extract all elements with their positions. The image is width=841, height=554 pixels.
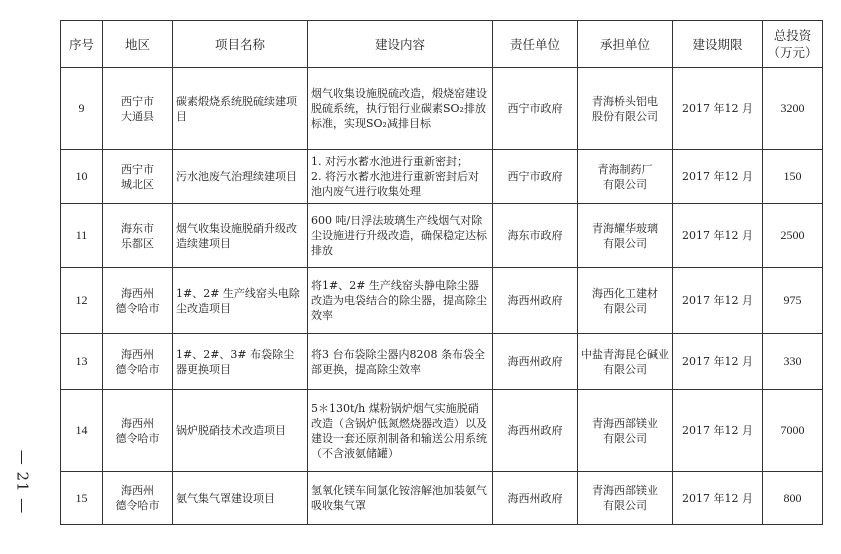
header-investment: 总投资 （万元）: [763, 21, 823, 68]
cell-undertaker: 中盐青海昆仑碱业 有限公司: [578, 334, 673, 390]
table-row: [61, 204, 823, 268]
table-row: [61, 150, 823, 204]
header-content: 建设内容: [308, 21, 493, 68]
header-responsible: 责任单位: [493, 21, 578, 68]
cell-no: 14: [61, 390, 103, 472]
cell-investment: 975: [763, 268, 823, 334]
cell-investment: 7000: [763, 390, 823, 472]
table-header-row: [61, 21, 823, 68]
cell-no: 9: [61, 68, 103, 150]
header-project: 项目名称: [173, 21, 308, 68]
cell-project: 1#、2# 生产线窑头电除尘改造项目: [173, 268, 308, 334]
header-period: 建设期限: [673, 21, 763, 68]
cell-content: 将3 台布袋除尘器内8208 条布袋全部更换，提高除尘效率: [308, 334, 493, 390]
cell-responsible: 海西州政府: [493, 334, 578, 390]
cell-undertaker: 青海西部镁业 有限公司: [578, 472, 673, 525]
cell-undertaker: 青海耀华玻璃 有限公司: [578, 204, 673, 268]
cell-no: 13: [61, 334, 103, 390]
header-no: 序号: [61, 21, 103, 68]
table-row: [61, 268, 823, 334]
cell-responsible: 海东市政府: [493, 204, 578, 268]
cell-project: 氨气集气罩建设项目: [173, 472, 308, 525]
cell-responsible: 西宁市政府: [493, 150, 578, 204]
cell-undertaker: 青海桥头铝电 股份有限公司: [578, 68, 673, 150]
cell-project: 1#、2#、3# 布袋除尘器更换项目: [173, 334, 308, 390]
cell-region: 海西州 德令哈市: [103, 334, 173, 390]
cell-investment: 3200: [763, 68, 823, 150]
table-row: [61, 334, 823, 390]
cell-period: 2017 年12 月: [673, 472, 763, 525]
cell-period: 2017 年12 月: [673, 334, 763, 390]
header-undertaker: 承担单位: [578, 21, 673, 68]
cell-investment: 800: [763, 472, 823, 525]
cell-no: 12: [61, 268, 103, 334]
cell-responsible: 海西州政府: [493, 390, 578, 472]
cell-region: 海西州 德令哈市: [103, 390, 173, 472]
cell-content: 烟气收集设施脱硫改造，煅烧窑建设脱硫系统，执行铝行业碳素SO₂排放标准，实现SO₂减排目标: [308, 68, 493, 150]
cell-investment: 2500: [763, 204, 823, 268]
cell-undertaker: 青海制药厂 有限公司: [578, 150, 673, 204]
cell-content: 5＊130t/h 煤粉锅炉烟气实施脱硝改造（含锅炉低氮燃烧器改造）以及建设一套还原剂制备和输送公用系统（不含液氨储罐）: [308, 390, 493, 472]
cell-period: 2017 年12 月: [673, 204, 763, 268]
cell-region: 海西州 德令哈市: [103, 472, 173, 525]
cell-region: 西宁市 大通县: [103, 68, 173, 150]
cell-responsible: 海西州政府: [493, 472, 578, 525]
cell-undertaker: 海西化工建材 有限公司: [578, 268, 673, 334]
cell-period: 2017 年12 月: [673, 68, 763, 150]
cell-period: 2017 年12 月: [673, 150, 763, 204]
cell-period: 2017 年12 月: [673, 268, 763, 334]
page-number: — 21 —: [13, 449, 31, 515]
cell-project: 锅炉脱硝技术改造项目: [173, 390, 308, 472]
cell-project: 碳素煅烧系统脱硫续建项目: [173, 68, 308, 150]
cell-responsible: 西宁市政府: [493, 68, 578, 150]
cell-responsible: 海西州政府: [493, 268, 578, 334]
cell-region: 海东市 乐都区: [103, 204, 173, 268]
cell-content: 600 吨/日浮法玻璃生产线烟气对除尘设施进行升级改造，确保稳定达标排放: [308, 204, 493, 268]
table-row: [61, 390, 823, 472]
cell-content: 1. 对污水蓄水池进行重新密封； 2. 将污水蓄水池进行重新密封后对池内废气进行收集处理: [308, 150, 493, 204]
cell-content: 氢氧化镁车间氯化铵溶解池加装氨气吸收集气罩: [308, 472, 493, 525]
table-row: [61, 68, 823, 150]
cell-undertaker: 青海西部镁业 有限公司: [578, 390, 673, 472]
cell-no: 15: [61, 472, 103, 525]
cell-period: 2017 年12 月: [673, 390, 763, 472]
cell-investment: 150: [763, 150, 823, 204]
cell-no: 11: [61, 204, 103, 268]
cell-investment: 330: [763, 334, 823, 390]
cell-content: 将1#、2# 生产线窑头静电除尘器改造为电袋结合的除尘器，提高除尘效率: [308, 268, 493, 334]
table-row: [61, 472, 823, 525]
cell-project: 污水池废气治理续建项目: [173, 150, 308, 204]
cell-region: 海西州 德令哈市: [103, 268, 173, 334]
cell-region: 西宁市 城北区: [103, 150, 173, 204]
header-region: 地区: [103, 21, 173, 68]
cell-no: 10: [61, 150, 103, 204]
cell-project: 烟气收集设施脱硝升级改造续建项目: [173, 204, 308, 268]
project-table: [60, 20, 823, 525]
